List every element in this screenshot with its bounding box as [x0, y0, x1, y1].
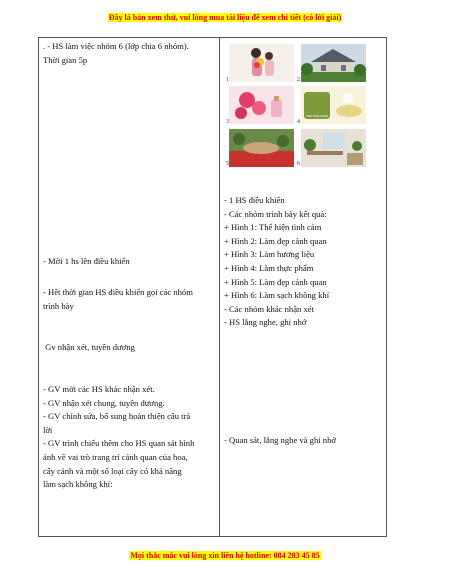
text-line: - GV nhận xét chung, tuyên dương.	[43, 397, 165, 408]
image-6-indoor-plants	[301, 129, 366, 167]
left-block-4	[43, 341, 215, 355]
image-number-5: 5	[226, 161, 229, 167]
left-block-5	[43, 383, 215, 492]
text-line: lời	[43, 424, 53, 435]
lesson-table	[38, 37, 387, 537]
hotline-text: Mọi thắc mắc vui lòng xin liên hệ hotline: 084 283 45 85	[130, 551, 320, 560]
right-block-1	[224, 194, 384, 330]
image-5-garden	[229, 129, 294, 167]
image-number-3: 3	[226, 119, 229, 125]
student-activity-cell	[220, 38, 387, 537]
text-line: + Hình 2: Làm đẹp cảnh quan	[224, 235, 327, 246]
text-line: - HS lắng nghe, ghi nhớ	[224, 317, 307, 328]
image-number-1: 1	[226, 77, 229, 83]
text-line: + Hình 4: Làm thực phẩm	[224, 262, 314, 273]
image-4-jasmine-tea	[301, 86, 366, 124]
preview-notice-banner	[0, 13, 450, 22]
text-line: Thời gian 5p	[43, 54, 88, 65]
jar-label: TRÀ HOA NHÀI	[306, 114, 328, 118]
image-number-4: 4	[297, 119, 300, 125]
text-line: Gv nhận xét, tuyên dương	[43, 342, 135, 352]
image-3-rose-perfume	[229, 86, 294, 124]
text-line: cây cảnh và một số loại cây có khả năng	[43, 465, 182, 476]
text-line: trình bày	[43, 300, 74, 311]
text-line: + Hình 3: Làm hương liệu	[224, 249, 315, 260]
image-number-6: 6	[297, 161, 300, 167]
text-line: - GV chỉnh sửa, bổ sung hoàn thiện câu trả	[43, 411, 191, 422]
preview-notice-text: Đây là bản xem thử, vui lòng mua tài liệu để xem chi tiết (có lời giải)	[108, 13, 342, 22]
text-line: - 1 HS điều khiển	[224, 195, 285, 205]
text-line: làm sạch không khí:	[43, 479, 113, 490]
text-line: - Các nhóm khác nhận xét	[224, 303, 314, 314]
image-2-house-landscape	[301, 44, 366, 82]
text-line: - Các nhóm trình bày kết quả:	[224, 208, 327, 219]
right-block-2	[224, 434, 384, 448]
text-line: - GV mời các HS khác nhận xét.	[43, 384, 155, 394]
text-line: . - HS làm việc nhóm 6 (lớp chia 6 nhóm).	[43, 41, 189, 51]
text-line: + Hình 5: Làm đẹp cảnh quan	[224, 276, 327, 287]
hotline-banner	[0, 551, 450, 560]
image-number-2: 2	[297, 77, 300, 83]
image-1-family-flowers	[229, 44, 294, 82]
text-line: ảnh về vai trò trang trí cảnh quan của hoa,	[43, 451, 188, 462]
teacher-activity-cell	[39, 38, 220, 537]
left-block-2	[43, 255, 215, 269]
table-row	[39, 38, 387, 537]
left-block-3	[43, 286, 215, 313]
text-line: + Hình 6: Làm sạch không khí	[224, 290, 330, 301]
text-line: - Quan sát, lắng nghe và ghi nhớ	[224, 435, 336, 445]
text-line: + Hình 1: Thể hiện tình cảm	[224, 222, 322, 233]
left-block-1	[43, 40, 215, 67]
text-line: - Mời 1 hs lên điều khiển	[43, 256, 130, 266]
text-line: - Hết thời gian HS điều khiển gọi các nhóm	[43, 287, 193, 297]
text-line: - GV trình chiếu thêm cho HS quan sát hình	[43, 438, 195, 449]
